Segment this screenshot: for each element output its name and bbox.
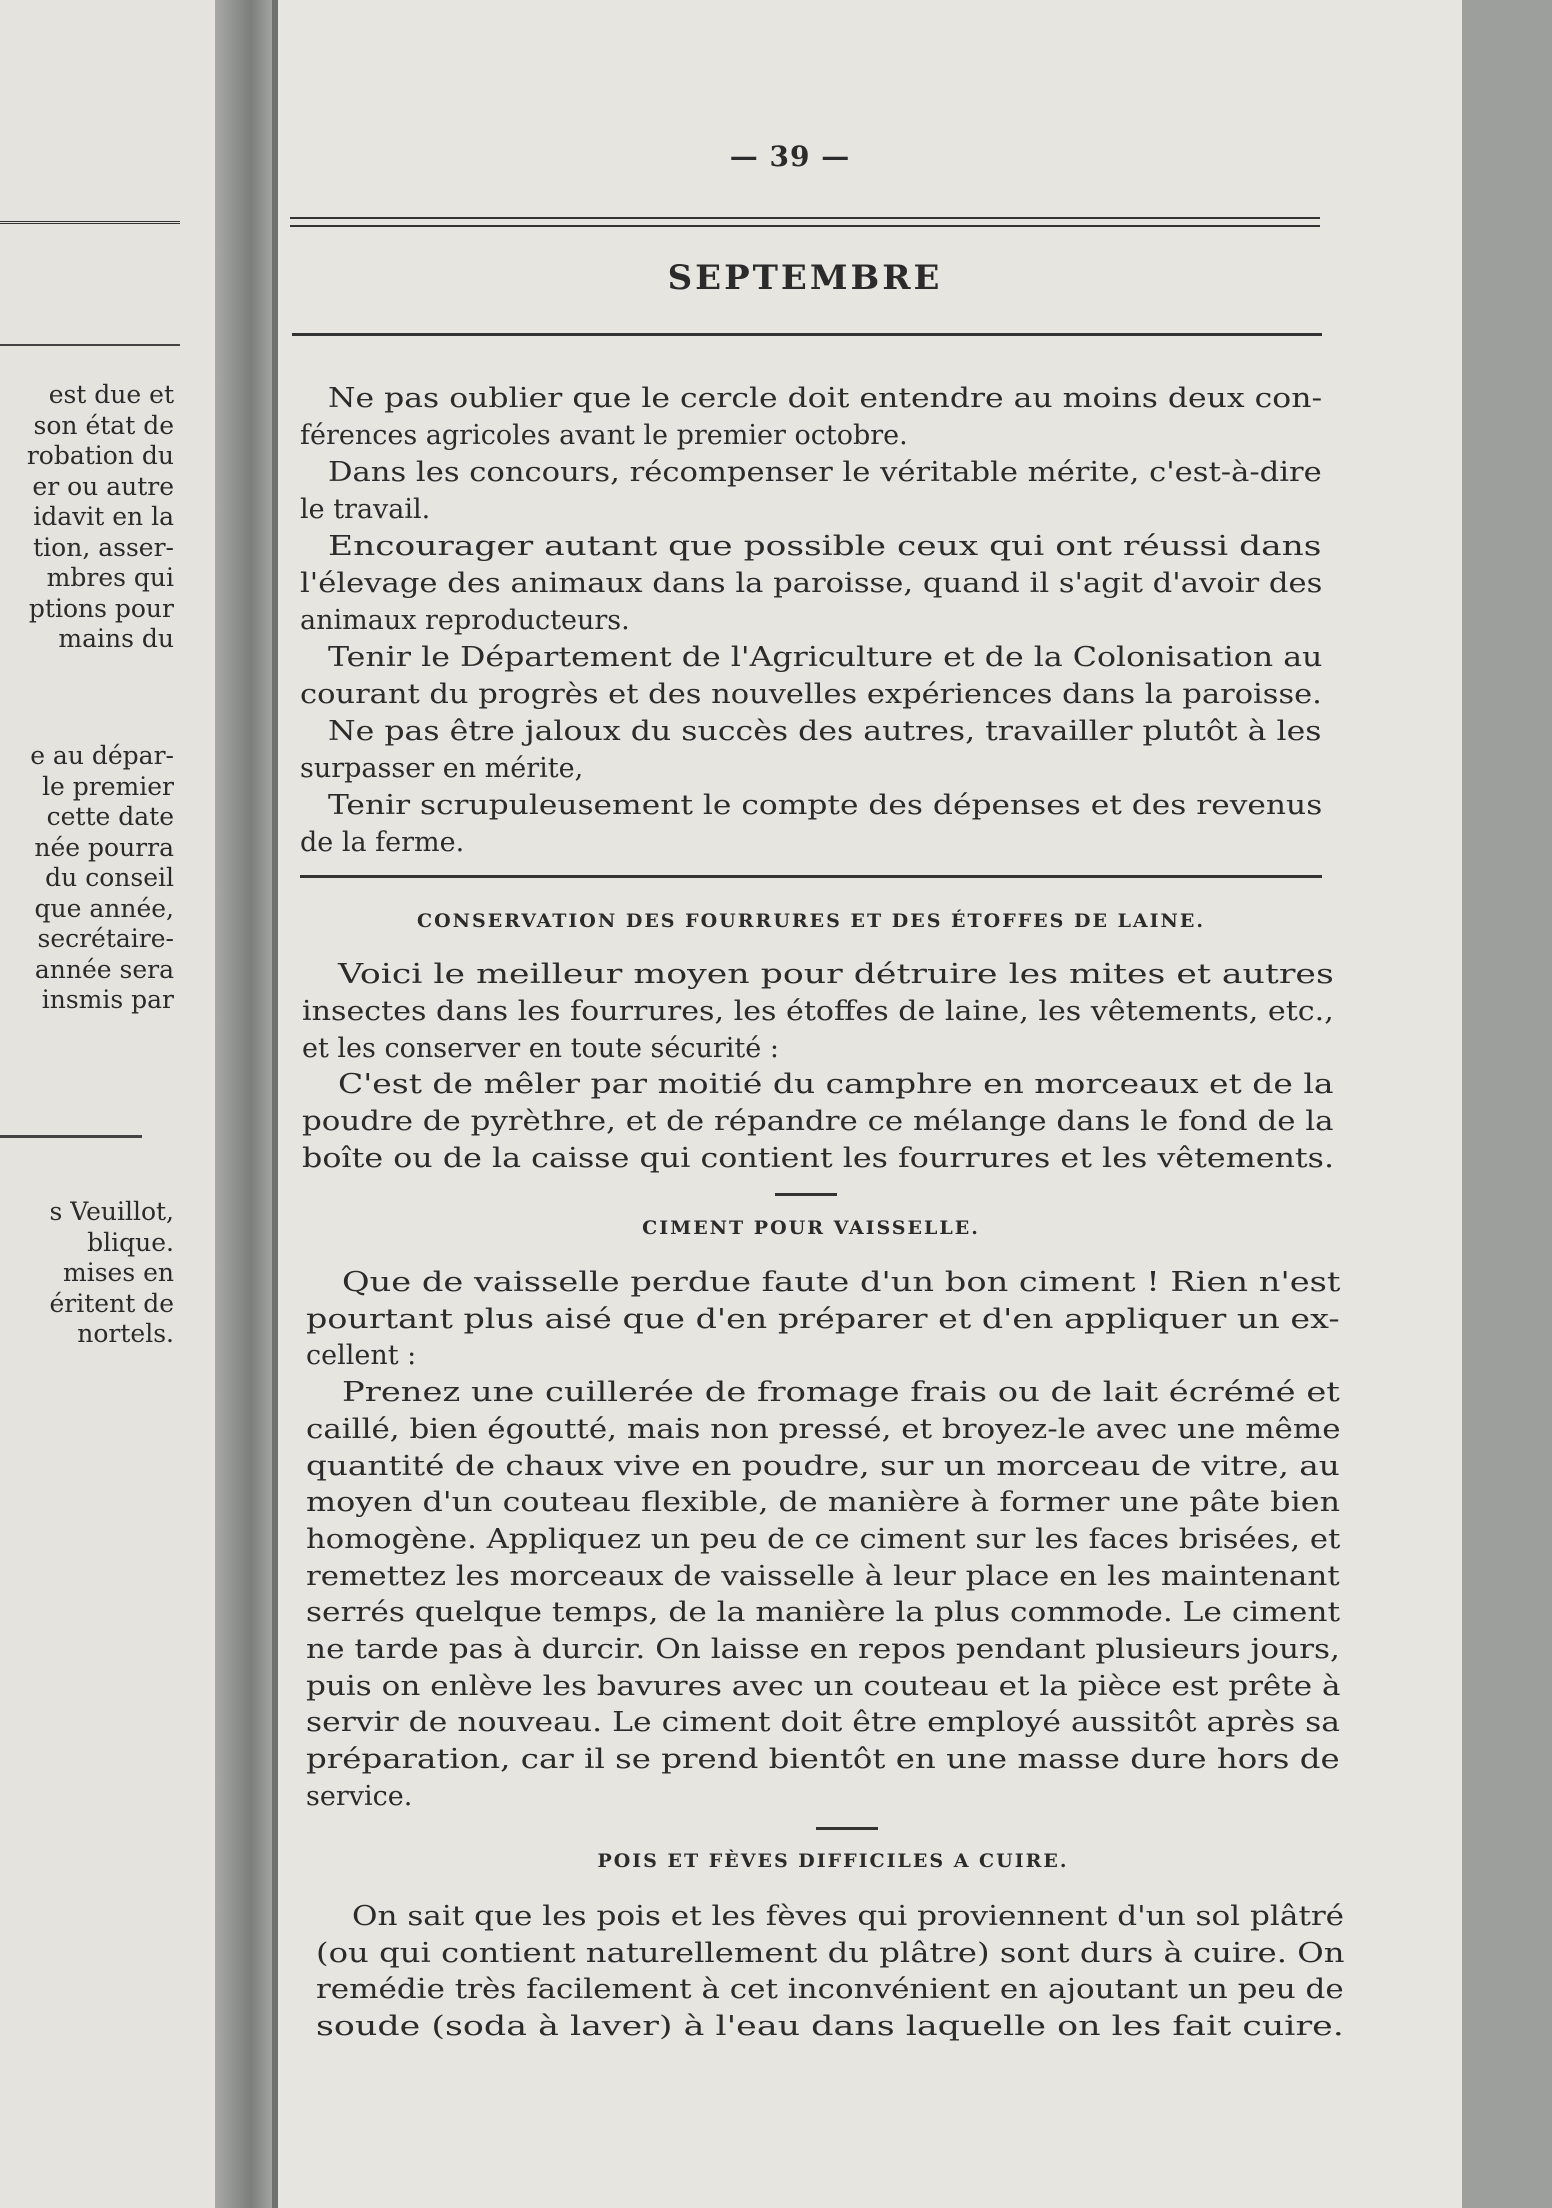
left-text-line bbox=[0, 1258, 220, 1289]
left-text-line bbox=[0, 563, 220, 594]
ciment-heading: CIMENT POUR VAISSELLE. bbox=[642, 1217, 980, 1239]
header-double-rule bbox=[290, 217, 1320, 227]
text-line: boîte ou de la caisse qui contient les fourrures et les vêtements. bbox=[302, 1143, 1335, 1174]
section-title: SEPTEMBRE bbox=[667, 258, 943, 298]
left-text-line bbox=[0, 924, 220, 955]
left-text-line-text: idavit en la bbox=[33, 502, 174, 531]
text-line: pourtant plus aisé que d'en préparer et d'en appliquer un ex- bbox=[306, 1303, 1340, 1335]
section-divider-rule bbox=[300, 875, 1322, 878]
text-line: le travail. bbox=[300, 494, 431, 525]
fourrures-heading: CONSERVATION DES FOURRURES ET DES ÉTOFFES DE LAINE. bbox=[416, 910, 1206, 932]
text-line: Encourager autant que possible ceux qui ont réussi dans bbox=[328, 531, 1322, 562]
left-text-line bbox=[0, 624, 220, 655]
left-text-line-text: ptions pour bbox=[28, 593, 174, 623]
left-text-line bbox=[0, 833, 220, 864]
left-text-line-text: née pourra bbox=[34, 832, 174, 862]
left-text-line-text: robation du bbox=[26, 441, 174, 470]
left-text-line-text: année sera bbox=[34, 954, 174, 984]
left-text-line-text: du conseil bbox=[45, 863, 174, 892]
left-text-line bbox=[0, 1197, 220, 1228]
text-line: C'est de mêler par moitié du camphre en morceaux et de la bbox=[338, 1069, 1334, 1101]
left-text-line-text: mbres qui bbox=[46, 563, 174, 592]
text-line: caillé, bien égoutté, mais non pressé, et broyez-le avec une même bbox=[306, 1413, 1341, 1445]
left-text-line bbox=[0, 985, 220, 1016]
left-rule bbox=[0, 344, 180, 346]
short-rule-2 bbox=[816, 1827, 878, 1830]
left-text-line-text: est due et bbox=[48, 380, 174, 409]
text-line: Que de vaisselle perdue faute d'un bon ciment ! Rien n'est bbox=[342, 1267, 1341, 1298]
left-text-line-text: mains du bbox=[58, 624, 174, 653]
text-line: puis on enlève les bavures avec un couteau et la pièce est prête à bbox=[306, 1670, 1341, 1702]
text-line: Prenez une cuillerée de fromage frais ou de lait écrémé et bbox=[342, 1377, 1340, 1409]
text-line: Tenir le Département de l'Agriculture et de la Colonisation au bbox=[328, 642, 1323, 673]
text-line: moyen d'un couteau flexible, de manière à former une pâte bien bbox=[306, 1487, 1341, 1519]
text-line: homogène. Appliquez un peu de ce ciment sur les faces brisées, et bbox=[306, 1523, 1341, 1555]
text-line: préparation, car il se prend bientôt en une masse dure hors de bbox=[306, 1744, 1340, 1776]
text-line: remédie très facilement à cet inconvénient en ajoutant un peu de bbox=[316, 1974, 1344, 2005]
text-line: ne tarde pas à durcir. On laisse en repos pendant plusieurs jours, bbox=[306, 1634, 1340, 1665]
left-text-line-text: blique. bbox=[87, 1227, 174, 1257]
text-line: (ou qui contient naturellement du plâtre) sont durs à cuire. On bbox=[316, 1937, 1345, 1969]
left-text-line-text: son état de bbox=[33, 410, 174, 440]
left-text-line bbox=[0, 594, 220, 625]
text-line: courant du progrès et des nouvelles expériences dans la paroisse. bbox=[300, 679, 1322, 710]
text-line: poudre de pyrèthre, et de répandre ce mélange dans le fond de la bbox=[302, 1106, 1334, 1138]
left-text-line-text: e au dépar- bbox=[30, 741, 174, 770]
left-text-line bbox=[0, 802, 220, 833]
text-line: Tenir scrupuleusement le compte des dépenses et des revenus bbox=[328, 790, 1323, 821]
text-line: Dans les concours, récompenser le véritable mérite, c'est-à-dire bbox=[328, 457, 1322, 488]
text-line: remettez les morceaux de vaisselle à leur place en les maintenant bbox=[306, 1560, 1340, 1592]
left-text-line-text: s Veuillot, bbox=[49, 1197, 174, 1226]
short-rule-1 bbox=[775, 1193, 837, 1196]
left-text-line-text: nortels. bbox=[77, 1319, 174, 1348]
text-line: surpasser en mérite, bbox=[300, 753, 584, 784]
text-line: serrés quelque temps, de la manière la plus commode. Le ciment bbox=[306, 1597, 1341, 1629]
left-text-line-text: tion, asser- bbox=[33, 532, 174, 562]
left-text-line-text: que année, bbox=[34, 893, 174, 923]
left-text-line bbox=[0, 1289, 220, 1320]
left-text-line-text: secrétaire- bbox=[37, 924, 174, 953]
left-rule-bottom bbox=[0, 1135, 142, 1138]
text-line: animaux reproducteurs. bbox=[300, 605, 630, 636]
text-line: l'élevage des animaux dans la paroisse, quand il s'agit d'avoir des bbox=[300, 568, 1323, 599]
left-text-block-2 bbox=[0, 741, 220, 1016]
page-number: — 39 — bbox=[729, 140, 851, 173]
book-gutter bbox=[215, 0, 280, 2208]
text-line: férences agricoles avant le premier octobre. bbox=[300, 420, 908, 451]
left-text-line bbox=[0, 772, 220, 803]
text-line: Voici le meilleur moyen pour détruire les mites et autres bbox=[338, 959, 1334, 990]
left-text-line bbox=[0, 955, 220, 986]
left-text-line bbox=[0, 472, 220, 503]
left-text-line bbox=[0, 533, 220, 564]
text-line: cellent : bbox=[306, 1340, 417, 1372]
left-text-block-1 bbox=[0, 380, 220, 655]
text-line: Ne pas oublier que le cercle doit entendre au moins deux con- bbox=[328, 383, 1323, 414]
left-text-line bbox=[0, 894, 220, 925]
text-line: insectes dans les fourrures, les étoffes de laine, les vêtements, etc., bbox=[302, 995, 1334, 1027]
left-text-line bbox=[0, 1319, 220, 1350]
left-text-line-text: er ou autre bbox=[32, 471, 174, 501]
text-line: quantité de chaux vive en poudre, sur un morceau de vitre, au bbox=[306, 1450, 1340, 1482]
left-text-block-3 bbox=[0, 1197, 220, 1350]
text-line: service. bbox=[306, 1780, 413, 1812]
text-line: Ne pas être jaloux du succès des autres, travailler plutôt à les bbox=[328, 716, 1322, 747]
left-text-line-text: éritent de bbox=[49, 1288, 174, 1318]
pois-heading: POIS ET FÈVES DIFFICILES A CUIRE. bbox=[597, 1850, 1069, 1872]
text-line: On sait que les pois et les fèves qui proviennent d'un sol plâtré bbox=[352, 1901, 1345, 1932]
left-text-line-text: le premier bbox=[42, 771, 174, 801]
left-text-line bbox=[0, 502, 220, 533]
page-edge bbox=[1462, 0, 1552, 2208]
text-line: soude (soda à laver) à l'eau dans laquelle on les fait cuire. bbox=[316, 2010, 1344, 2042]
left-text-line-text: insmis par bbox=[41, 985, 174, 1014]
left-text-line bbox=[0, 741, 220, 772]
text-line: servir de nouveau. Le ciment doit être employé aussitôt après sa bbox=[306, 1707, 1341, 1739]
left-text-line bbox=[0, 863, 220, 894]
title-rule bbox=[292, 333, 1322, 336]
left-text-line bbox=[0, 1228, 220, 1259]
left-text-line bbox=[0, 441, 220, 472]
left-text-line-text: cette date bbox=[46, 802, 174, 831]
left-page bbox=[0, 0, 235, 2208]
text-line: de la ferme. bbox=[300, 827, 465, 858]
left-text-line bbox=[0, 380, 220, 411]
text-line: et les conserver en toute sécurité : bbox=[302, 1032, 779, 1064]
left-text-line-text: mises en bbox=[63, 1258, 174, 1287]
left-double-rule bbox=[0, 221, 180, 224]
left-text-line bbox=[0, 411, 220, 442]
